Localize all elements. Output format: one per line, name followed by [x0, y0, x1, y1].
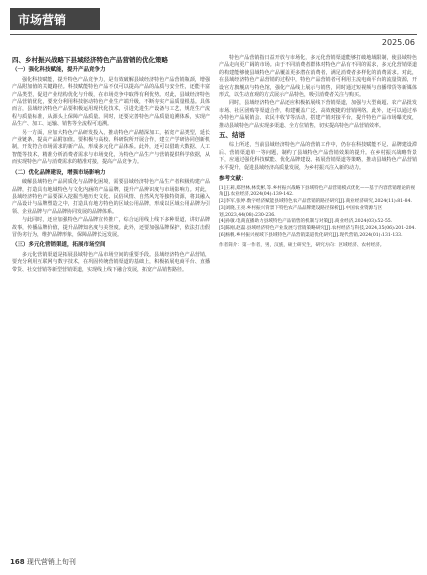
section-title: 四、乡村振兴战略下县域经济特色产品营销的优化策略 [12, 56, 168, 64]
subsection-title-2: （二）优化品牌建设，增强市场影响力 [12, 169, 106, 176]
reference-item: [5]陈刚,赵磊.县域经济特色产业发展与营销策略研究[J].农村经济与科技,2024,35(06):201-204. [219, 226, 416, 232]
journal-name: 现代营销上旬刊 [26, 558, 76, 566]
page-number: 168 [10, 558, 25, 566]
paragraph: 特色产品营销指日益开放与市场化，多元化营销渠道能够打破地域限制，使县域特色产品走向更广阔的市场。由于不同消费者群体对特色产品有不同的需求，多元化营销渠道的构建能够使县域特色产品覆盖更多潜在消费者，满足消费者多样化的消费需求。对此，在县域经济特色产品营销的过程中，特色产品营销者可利用主流电商平台的流量资源，开设官方旗舰店与特色馆，强化产品线上展示与销售，同时通过短视频与直播带货等新媒体形式，以生动直观的方式展示产品特色，吸引消费者关注与购买。 [219, 55, 417, 99]
left-column [12, 55, 210, 275]
subsection-title-1: （一）强化科技赋能，提升产品竞争力 [12, 67, 106, 74]
paragraph: 同时，县域经济特色产品还应积极拓展线下营销渠道，加强与大型商超、农产品批发市场、社区团购等渠道合作，构建覆盖广泛、高效便捷的营销网络。此外，还可以通过举办特色产品展销会、农民丰收节等活动，搭建产销对接平台，提升特色产品市场曝光度，推动县域特色产品实现多渠道、全方位销售，切实提高特色产品营销效率。 [219, 100, 417, 129]
paragraph: 另一方面，应加大特色产品研发投入，推动特色产品精深加工，拓宽产品类型，延长产业链条，提高产品附加值。要积极与高校、科研院所开展合作，建立产学研协同创新机制，开发符合市场需求的新产品，形成多元化产品体系。此外，还可以借助大数据、人工智能等技术，精准分析消费者需求与市场变化，为特色产品生产与营销提供科学依据，从而实现特色产品与消费需求的精准对接，提高产品竞争力。 [12, 129, 210, 166]
section-tag: 市场营销 [10, 8, 100, 30]
issue-date: 2025.06 [381, 38, 415, 47]
right-column [219, 55, 417, 250]
reference-item: [3]刘晓,王亮.乡村振兴背景下特色农产品品牌建设路径探析[J].中国农业资源与区划,2023,44(08):230-236. [219, 205, 383, 218]
paragraph: 破解县域特色产品同质化与品牌化困境，需要县域经济特色产品生产者积极构建产品品牌，打造具有地域特色与文化内涵的产品品牌，提升产品辨识度与市场影响力。对此，县域经济特色产品要深入挖掘当地历史文化、民俗风情、自然风光等独特资源，将其融入产品设计与品牌塑造之中，打造具有地方特色的区域公用品牌，形成以区域公用品牌为引领、企业品牌与产品品牌协同发展的品牌体系。 [12, 179, 210, 215]
author-bio: 作者简介：第一作者，男，汉族，硕士研究生，研究方向：区域经济、农村经济。 [219, 242, 385, 248]
conclusion-title: 五、结语 [219, 131, 245, 140]
reference-item: [6]杨帆.乡村振兴视域下县域特色产品营销渠道优化研究[J].现代营销,2024(01):131-133. [219, 233, 403, 239]
paragraph: 与此同时，还应加强特色产品品牌宣传推广，综合运用线上线下多种渠道，讲好品牌故事，传播品牌价值，提升品牌知名度与美誉度。此外，还要加强品牌保护，依法打击假冒伪劣行为，维护品牌形象，保障品牌长远发展。 [12, 217, 210, 238]
reference-item: [4]孙敏.电商直播助力县域特色产品销售的机制与对策[J].商业经济,2024(03):52-55. [219, 219, 393, 225]
subsection-title-3: （三）多元化营销渠道，拓展市场空间 [12, 242, 106, 249]
page-footer [10, 557, 76, 567]
header-rule [10, 34, 417, 35]
paragraph: 综上所述，当前县域经济特色产品的营销工作中，仍存在科技赋能不足、品牌建设滞后、营销渠道单一等问题，制约了县域特色产品营销效果的提升。在乡村振兴战略背景下，应通过强化科技赋能、优化品牌建设、拓展营销渠道等策略，推动县域特色产品营销水平提升，促进县域经济高质量发展，为乡村振兴注入新的动力。 [219, 142, 417, 171]
reference-item: [2]李军,张婷.数字经济赋能县域特色农产品营销的路径研究[J].商业经济研究,2024(11):81-84. [219, 199, 412, 205]
paragraph: 多元化营销渠道是拓展县域特色产品市场空间的重要手段。县域经济特色产品营销，要充分利用互联网与数字技术，在巩固传统营销渠道的基础上，积极拓展电商平台、直播带货、社交营销等新型营销渠道，实现线上线下融合发展，拓宽产品销售路径。 [12, 251, 210, 273]
paragraph: 强化科技赋能，提升特色产品竞争力，是有效破解县域经济特色产品营销瓶颈，增强产品附加值的关键路径。科技赋能特色产品不仅可以提高产品的品质与安全性，还能丰富产品类型，促进产业结构优化与升级，在市场竞争中取得有利优势。对此，县域经济特色产品营销优化，要充分利用科技驱动特色产业生产端升级，不断夯实产品质量根基。具体而言，县域经济特色产品要积极运用现代化技术，引进先进生产设备与工艺，规范生产流程与质量标准，从源头上保障产品质量。同时，还要完善特色产品质量追溯体系，实现产品生产、加工、运输、销售等全流程可追溯。 [12, 76, 210, 128]
references-title: 参考文献： [219, 176, 247, 183]
reference-item: [1]王莉,郑世林,林奕彬,等.乡村振兴战略下县域特色产品营销模式优化——基于内容营销理论的视角[J].农业经济,2024(04):139-142. [219, 185, 416, 198]
